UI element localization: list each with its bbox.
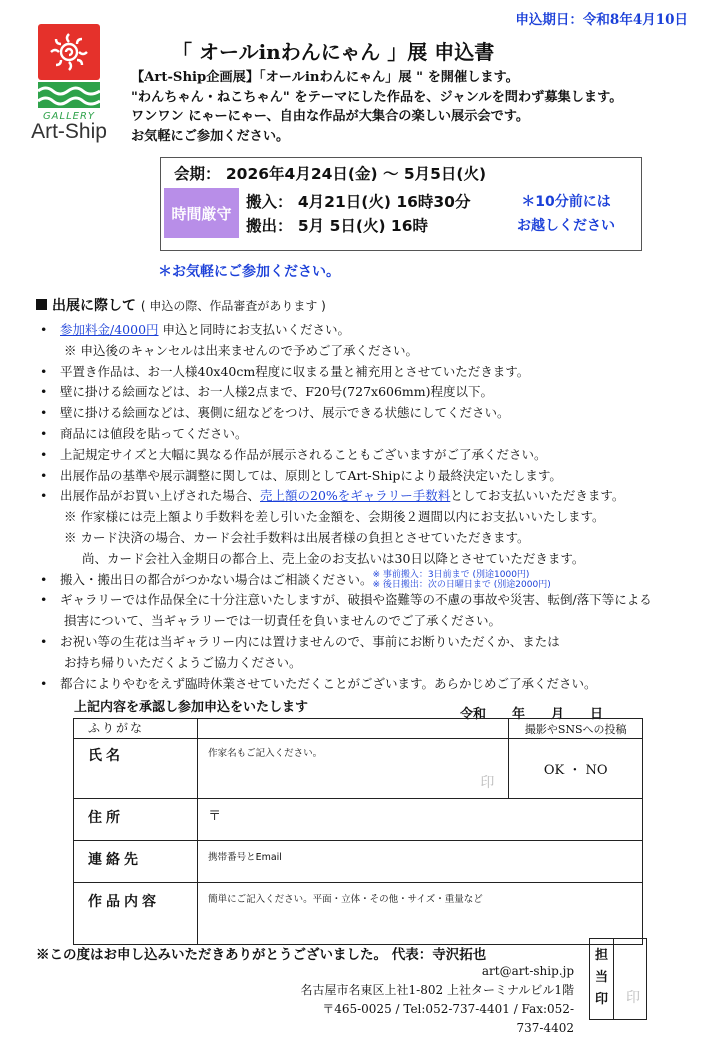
- list-item: [40, 486, 700, 507]
- bullet: •: [40, 322, 48, 337]
- intro-line: 【Art-Ship企画展】「オールinわんにゃん」展 " を開催します。: [131, 70, 519, 85]
- list-item: [40, 632, 700, 653]
- contact-label: 連絡先: [74, 841, 198, 883]
- bullet: •: [40, 488, 48, 504]
- deadline: 申込期日：令和8年4月10日: [515, 12, 688, 28]
- name-label: 氏名: [74, 739, 198, 799]
- section-title: 出展に際して: [52, 298, 136, 314]
- list-item: [40, 590, 700, 611]
- name-hint: 作家名もご記入ください。: [208, 748, 323, 759]
- intro-line: お気軽にご参加ください。: [131, 128, 290, 144]
- logo-gallery-text: GALLERY: [42, 111, 96, 122]
- list-item: [40, 674, 700, 695]
- sun-spiral-icon: [38, 24, 100, 80]
- welcome-note: ＊お気軽にご参加ください。: [158, 264, 340, 280]
- accept-statement: 上記内容を承認し参加申込をいたします: [74, 700, 309, 715]
- section-heading: [36, 295, 326, 315]
- list-item: [40, 320, 700, 341]
- works-hint: 簡単にご記入ください。平面・立体・その他・サイズ・重量など: [208, 894, 483, 905]
- list-item: [40, 424, 700, 445]
- contact-info: [300, 962, 574, 1038]
- thanks-message: ※この度はお申し込みいただきありがとうございました。 代表：寺沢拓也: [36, 947, 487, 963]
- postal-mark: 〒: [208, 809, 222, 824]
- date-field[interactable]: 令和 年 月 日: [460, 707, 604, 722]
- sns-label: 撮影やSNSへの投稿: [509, 719, 643, 739]
- rules-list: [40, 320, 700, 694]
- rule-text: 搬入・搬出日の都合がつかない場合はご相談ください。: [60, 571, 373, 587]
- staff-seal-text: 担 当 印: [594, 948, 608, 1007]
- arrival-note-line: お越しください: [517, 218, 615, 234]
- arrival-note-line: ＊10分前には: [521, 194, 611, 210]
- works-label: 作品内容: [74, 883, 198, 945]
- strict-time-badge: 時間厳守: [164, 188, 239, 238]
- bullet: •: [40, 592, 48, 608]
- list-item: [40, 362, 700, 383]
- list-note: 損害について、当ギャラリーでは一切責任を負いませんのでご了承ください。: [64, 613, 502, 629]
- logo-name: Art-Ship: [31, 120, 107, 143]
- name-field[interactable]: [198, 739, 509, 799]
- rule-text: 商品には値段を貼ってください。: [60, 425, 248, 441]
- phone-fax: 〒465-0025 / Tel:052-737-4401 / Fax:052-737-4402: [322, 1002, 574, 1035]
- late-move-out-note: ※ 後日搬出：次の日曜日まで (別途2000円): [372, 580, 551, 591]
- bullet: •: [40, 384, 48, 400]
- rule-text: としてお支払いいただきます。: [450, 488, 625, 504]
- gallery-logo: [31, 24, 107, 144]
- rule-text: 都合によりやむをえず臨時休業させていただくことがございます。あらかじめご了承ください。: [60, 675, 597, 691]
- exhibition-period: 会期： 2026年4月24日(金) 〜 5月5日(火): [174, 165, 487, 183]
- contact-field[interactable]: [198, 841, 643, 883]
- square-bullet-icon: [36, 299, 47, 310]
- move-in-time: 搬入： 4月21日(火) 16時30分: [246, 193, 471, 211]
- list-item: [40, 466, 700, 487]
- move-note: [373, 570, 551, 590]
- fee-link[interactable]: 参加料金/4000円: [60, 322, 159, 337]
- rule-text: 上記規定サイズと大幅に異なる作品が展示されることもございますがご了承ください。: [60, 446, 547, 462]
- move-in-out-times: [246, 190, 470, 238]
- rule-text: 申込と同時にお支払いください。: [158, 322, 351, 337]
- intro-line: ワンワン にゃーにゃー、自由な作品が大集合の楽しい展示会です。: [131, 109, 530, 124]
- seal-mark: 印: [480, 775, 495, 791]
- list-note: お持ち帰りいただくようご協力ください。: [64, 654, 302, 670]
- arrival-note: [517, 190, 615, 238]
- application-form: [73, 718, 643, 945]
- bullet: •: [40, 633, 48, 649]
- email-link[interactable]: art@art-ship.jp: [481, 964, 574, 978]
- list-item: [40, 570, 700, 591]
- contact-hint: 携帯番号とEmail: [208, 852, 282, 863]
- staff-seal-label: [590, 939, 614, 1019]
- sns-choice[interactable]: OK ・ NO: [509, 739, 643, 799]
- rule-text: ギャラリーでは作品保全に十分注意いたしますが、破損や盗難等の不慮の事故や災害、転倒/落下等による: [60, 592, 652, 608]
- page-title: 「 オールinわんにゃん 」展 申込書: [172, 40, 495, 64]
- bullet: •: [40, 425, 48, 441]
- commission-link[interactable]: 売上額の20%をギャラリー手数料: [260, 488, 451, 504]
- works-field[interactable]: [198, 883, 643, 945]
- early-move-in-note: ※ 事前搬入：3日前まで (別途1000円): [372, 570, 530, 581]
- bullet: •: [40, 363, 48, 379]
- section-subtitle: ( 申込の際、作品審査があります ): [140, 299, 326, 313]
- gallery-address: 名古屋市名東区上社1-802 上社ターミナルビル1階: [300, 983, 574, 997]
- intro-line: "わんちゃん・ねこちゃん" をテーマにした作品を、ジャンルを問わず募集します。: [131, 89, 623, 105]
- staff-seal-box: [589, 938, 647, 1020]
- bullet: •: [40, 446, 48, 462]
- wave-icon: [38, 82, 100, 108]
- bullet: •: [40, 571, 48, 587]
- rule-text: 壁に掛ける絵画などは、お一人様2点まで、F20号(727x606mm)程度以下。: [60, 384, 494, 400]
- list-note: ※ 作家様には売上額より手数料を差し引いた金額を、会期後２週間以内にお支払いいたします。: [64, 509, 605, 525]
- furigana-field[interactable]: [198, 719, 509, 739]
- list-item: [40, 445, 700, 466]
- rule-text: 平置き作品は、お一人様40x40cm程度に収まる量と補充用とさせていただきます。: [60, 363, 530, 379]
- move-out-time: 搬出： 5月 5日(火) 16時: [246, 217, 428, 235]
- staff-seal-mark: 印: [626, 990, 640, 1006]
- rule-text: 出展作品の基準や展示調整に関しては、原則としてArt-Shipにより最終決定いたします。: [60, 467, 562, 483]
- rule-text: お祝い等の生花は当ギャラリー内には置けませんので、事前にお断りいただくか、または: [60, 633, 560, 649]
- list-note: ※ カード決済の場合、カード会社手数料は出展者様の負担とさせていただきます。: [64, 529, 530, 545]
- bullet: •: [40, 675, 48, 691]
- bullet: •: [40, 405, 48, 421]
- list-item: [40, 382, 700, 403]
- furigana-label: ふりがな: [74, 719, 198, 739]
- address-field[interactable]: [198, 799, 643, 841]
- intro-text: [131, 68, 622, 146]
- list-item: [40, 403, 700, 424]
- rule-text: 出展作品がお買い上げされた場合、: [60, 488, 261, 504]
- bullet: •: [40, 467, 48, 483]
- address-label: 住所: [74, 799, 198, 841]
- list-note: 尚、カード会社入金期日の都合上、売上金のお支払いは30日以降とさせていただきます。: [82, 550, 585, 566]
- rule-text: 壁に掛ける絵画などは、裏側に紐などをつけ、展示できる状態にしてください。: [60, 405, 510, 421]
- list-note: ※ 申込後のキャンセルは出来ませんので予めご了承ください。: [64, 342, 418, 358]
